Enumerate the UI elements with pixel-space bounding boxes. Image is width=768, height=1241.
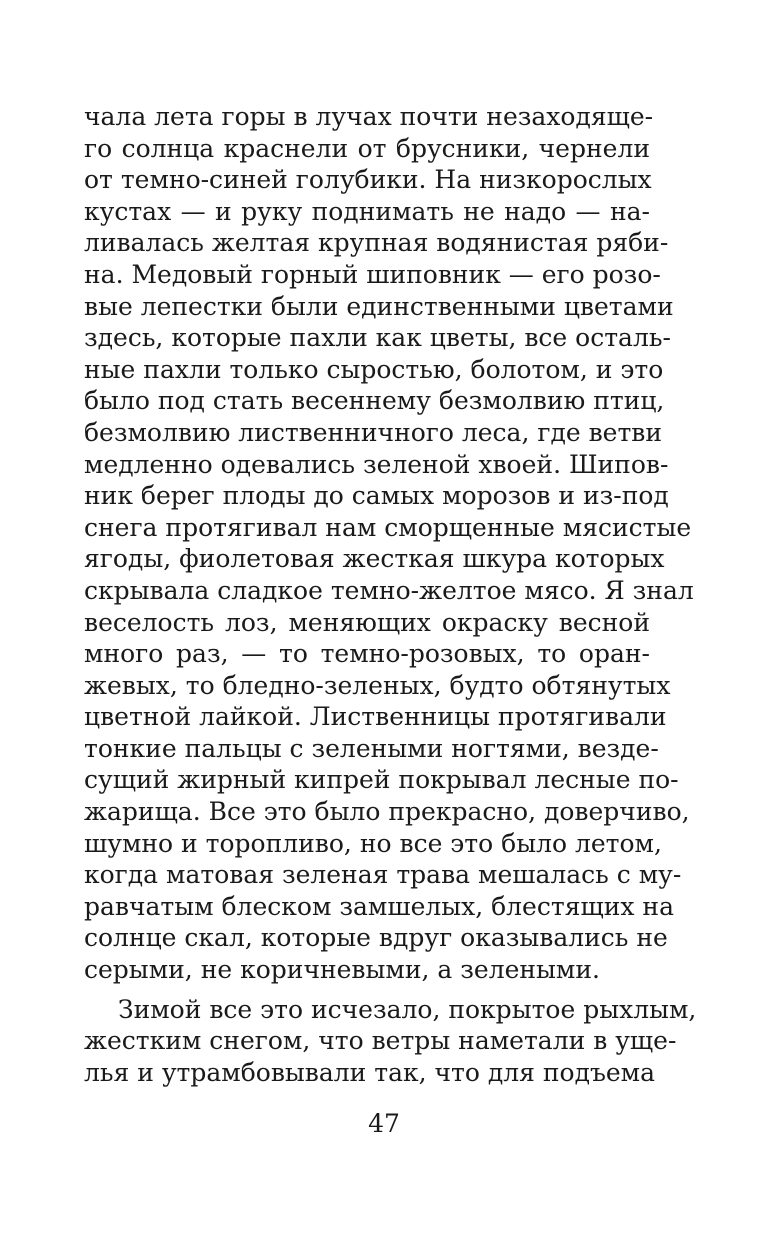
- text-line: цветной лайкой. Лиственницы протягивали: [84, 702, 667, 732]
- text-line: ные пахли только сыростью, болотом, и это: [84, 354, 664, 384]
- page-number: 47: [368, 1109, 400, 1138]
- text-line: веселость лоз, меняющих окраску весной: [84, 607, 650, 637]
- body-text: [84, 101, 697, 1088]
- text-line: шумно и торопливо, но все это было летом,: [84, 828, 662, 858]
- text-line: на. Медовый горный шиповник — его розо-: [84, 259, 661, 289]
- text-line: серыми, не коричневыми, а зелеными.: [84, 955, 600, 985]
- text-line: кустах — и руку поднимать не надо — на-: [84, 196, 650, 226]
- text-line: тонкие пальцы с зелеными ногтями, везде-: [84, 733, 659, 763]
- text-line: жестким снегом, что ветры наметали в уще-: [84, 1026, 677, 1056]
- paragraph-gap: [84, 986, 650, 994]
- text-line: здесь, которые пахли как цветы, все осталь-: [84, 323, 671, 353]
- text-line: медленно одевались зеленой хвоей. Шипов-: [84, 449, 669, 479]
- text-line: сущий жирный кипрей покрывал лесные по-: [84, 765, 679, 795]
- paragraph-1: [84, 101, 694, 986]
- text-line: равчатым блеском замшелых, блестящих на: [84, 891, 674, 921]
- text-line: жарища. Все это было прекрасно, доверчиво,: [84, 797, 690, 827]
- text-line: солнце скал, которые вдруг оказывались не: [84, 923, 668, 953]
- text-line: когда матовая зеленая трава мешалась с му-: [84, 860, 682, 890]
- text-line: безмолвию лиственничного леса, где ветви: [84, 417, 663, 447]
- text-line: снега протягивал нам сморщенные мясистые: [84, 512, 692, 542]
- text-line: от темно-синей голубики. На низкорослых: [84, 165, 652, 195]
- text-line: много раз, — то темно-розовых, то оран-: [84, 639, 650, 669]
- paragraph-2: [84, 994, 697, 1089]
- text-line: Зимой все это исчезало, покрытое рыхлым,: [118, 994, 697, 1024]
- text-line: жевых, то бледно-зеленых, будто обтянутых: [84, 670, 671, 700]
- text-line: ник берег плоды до самых морозов и из-под: [84, 481, 669, 511]
- text-line: вые лепестки были единственными цветами: [84, 291, 674, 321]
- text-line: го солнца краснели от брусники, чернели: [84, 133, 650, 163]
- text-line: скрывала сладкое темно-желтое мясо. Я знал: [84, 575, 694, 605]
- text-line: чала лета горы в лучах почти незаходяще-: [84, 102, 654, 131]
- text-line: ливалась желтая крупная водянистая ряби-: [84, 228, 669, 258]
- text-line: ягоды, фиолетовая жесткая шкура которых: [84, 544, 665, 574]
- text-line: лья и утрамбовывали так, что для подъема: [84, 1057, 656, 1087]
- text-line: было под стать весеннему безмолвию птиц,: [84, 386, 665, 416]
